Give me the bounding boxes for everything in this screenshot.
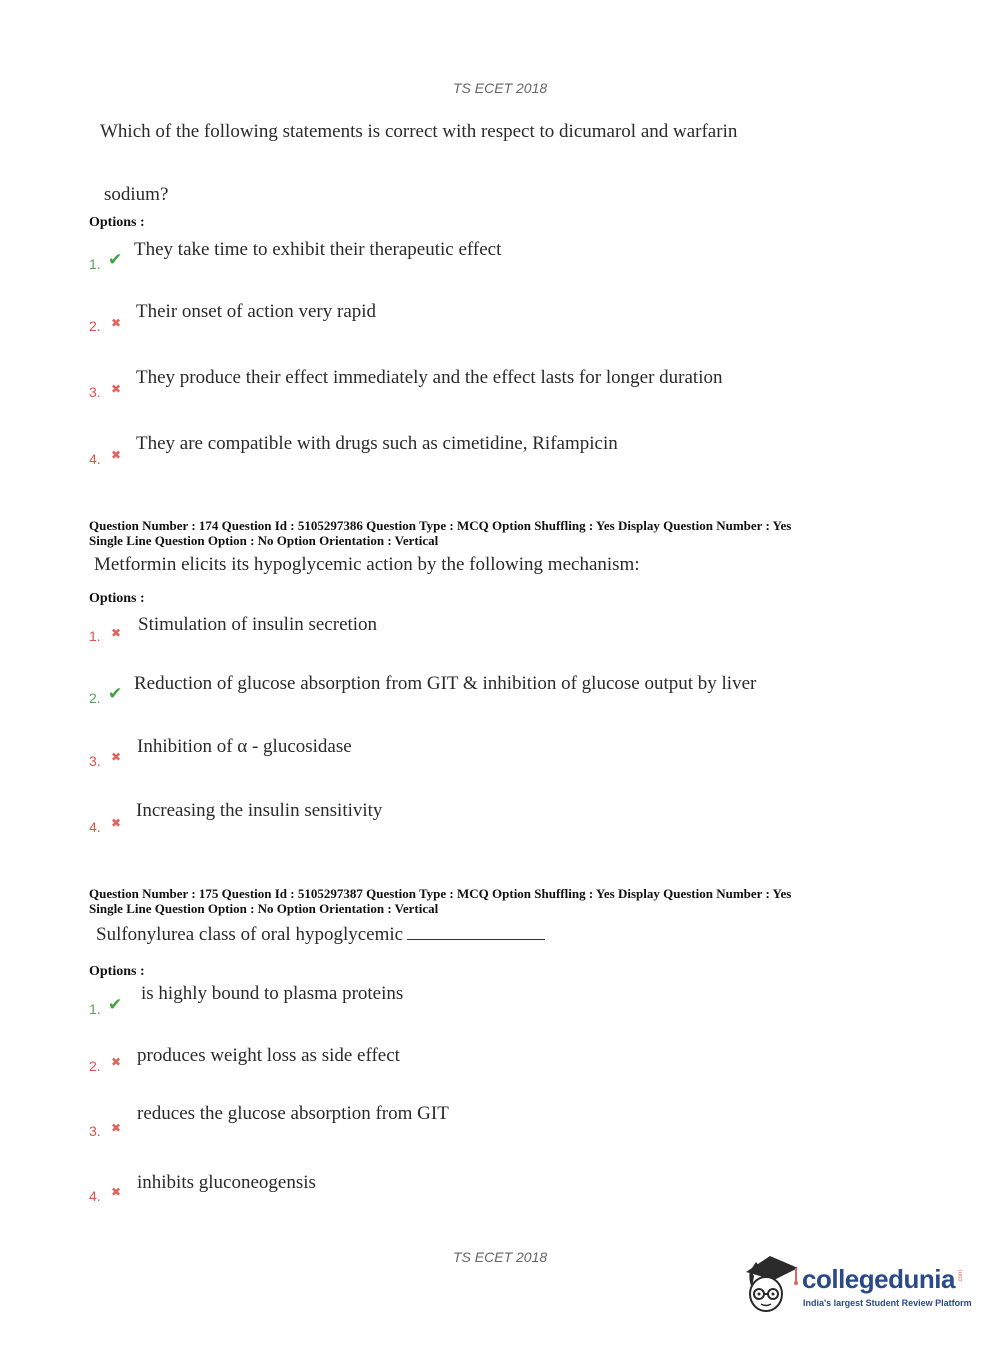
question-3-text-content: Sulfonylurea class of oral hypoglycemic bbox=[96, 924, 404, 945]
option-text: They produce their effect immediately and the effect lasts for longer duration bbox=[136, 367, 723, 388]
question-2-meta-line1: Question Number : 174 Question Id : 5105297386 Question Type : MCQ Option Shuffling : Yes Display Question Number : Yes bbox=[89, 518, 792, 533]
option-text: Reduction of glucose absorption from GIT & inhibition of glucose output by liver bbox=[134, 673, 757, 694]
cross-icon: ✖ bbox=[111, 1121, 122, 1135]
cross-icon: ✖ bbox=[111, 382, 122, 396]
question-1-options-label: Options : bbox=[89, 215, 145, 230]
question-2-meta-line2: Single Line Question Option : No Option Orientation : Vertical bbox=[89, 533, 439, 548]
cross-icon: ✖ bbox=[111, 816, 122, 830]
option-number: 3. bbox=[89, 1123, 101, 1139]
cross-icon: ✖ bbox=[111, 750, 122, 764]
page-header: TS ECET 2018 bbox=[453, 80, 548, 96]
question-3-meta-line2: Single Line Question Option : No Option Orientation : Vertical bbox=[89, 901, 439, 916]
question-3-text bbox=[96, 924, 545, 946]
question-3-options-label: Options : bbox=[89, 964, 145, 979]
cross-icon: ✖ bbox=[111, 626, 122, 640]
logo-wordmark: collegedunia bbox=[802, 1264, 955, 1294]
cross-icon: ✖ bbox=[111, 1055, 122, 1069]
option-number: 3. bbox=[89, 753, 101, 769]
question-1-text-line2: sodium? bbox=[104, 184, 169, 205]
option-number: 2. bbox=[89, 318, 101, 334]
option-text: reduces the glucose absorption from GIT bbox=[137, 1103, 449, 1124]
logo-com: .com bbox=[958, 1270, 964, 1284]
option-text: They are compatible with drugs such as cimetidine, Rifampicin bbox=[136, 433, 618, 454]
option-text: Their onset of action very rapid bbox=[136, 301, 377, 322]
option-text: inhibits gluconeogensis bbox=[137, 1172, 316, 1193]
cross-icon: ✖ bbox=[111, 1185, 122, 1199]
option-text: They take time to exhibit their therapeutic effect bbox=[134, 239, 502, 260]
option-number: 1. bbox=[89, 1001, 101, 1017]
option-text: produces weight loss as side effect bbox=[137, 1045, 400, 1066]
check-icon: ✔ bbox=[108, 684, 123, 704]
option-text: Stimulation of insulin secretion bbox=[138, 614, 378, 635]
option-number: 4. bbox=[89, 451, 101, 467]
check-icon: ✔ bbox=[108, 250, 123, 270]
option-text: Increasing the insulin sensitivity bbox=[136, 800, 383, 821]
option-number: 3. bbox=[89, 384, 101, 400]
option-number: 2. bbox=[89, 1058, 101, 1074]
question-2-options-label: Options : bbox=[89, 591, 145, 606]
check-icon: ✔ bbox=[108, 995, 123, 1015]
option-number: 2. bbox=[89, 690, 101, 706]
option-text: Inhibition of α - glucosidase bbox=[137, 736, 352, 757]
question-2-text: Metformin elicits its hypoglycemic action by the following mechanism: bbox=[94, 554, 640, 575]
option-number: 1. bbox=[89, 628, 101, 644]
question-1-text-line1: Which of the following statements is correct with respect to dicumarol and warfarin bbox=[100, 121, 738, 142]
mascot-icon bbox=[740, 1250, 802, 1316]
question-3-meta-line1: Question Number : 175 Question Id : 5105297387 Question Type : MCQ Option Shuffling : Yes Display Question Number : Yes bbox=[89, 886, 792, 901]
answer-blank bbox=[407, 925, 545, 940]
collegedunia-logo bbox=[740, 1250, 970, 1320]
cross-icon: ✖ bbox=[111, 448, 122, 462]
option-number: 4. bbox=[89, 1188, 101, 1204]
option-text: is highly bound to plasma proteins bbox=[141, 983, 404, 1004]
cross-icon: ✖ bbox=[111, 316, 122, 330]
option-number: 1. bbox=[89, 256, 101, 272]
option-number: 4. bbox=[89, 819, 101, 835]
page-footer: TS ECET 2018 bbox=[453, 1249, 548, 1265]
logo-tagline: India's largest Student Review Platform bbox=[803, 1298, 972, 1308]
